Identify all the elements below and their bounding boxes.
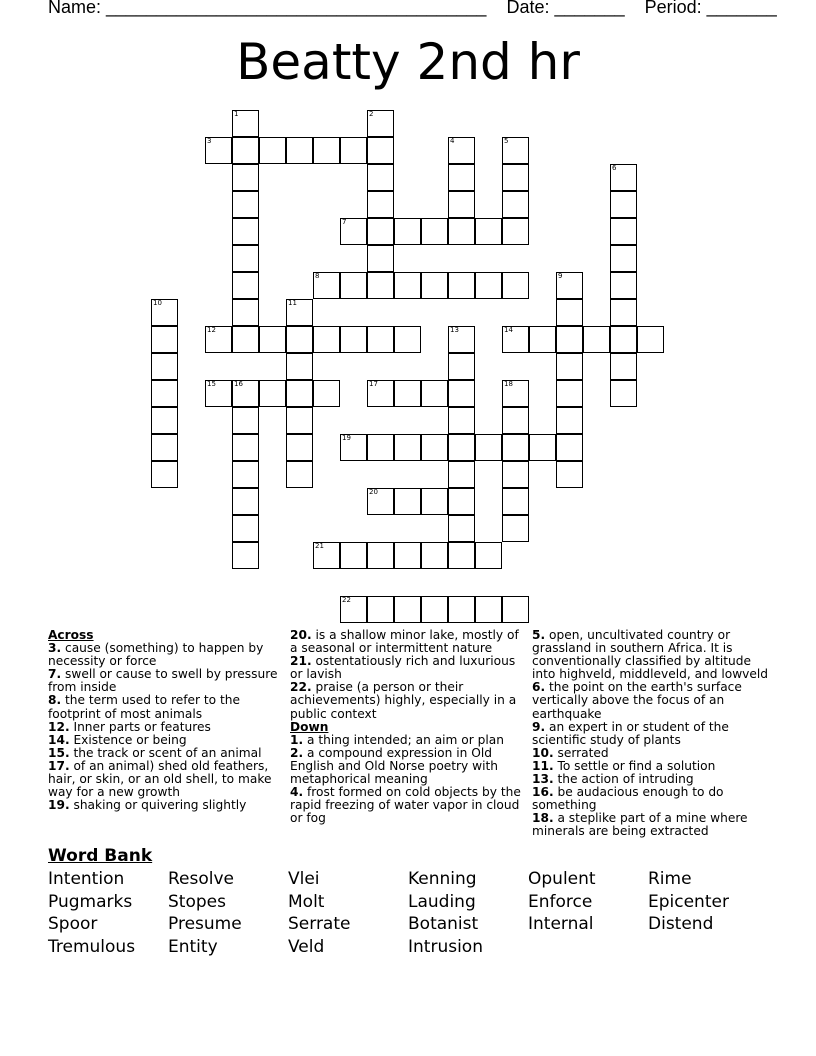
crossword-cell[interactable]	[367, 434, 394, 461]
crossword-cell[interactable]	[367, 380, 394, 407]
crossword-cell[interactable]	[610, 353, 637, 380]
name-label: Name:	[48, 0, 102, 17]
crossword-cell[interactable]	[313, 542, 340, 569]
crossword-cell[interactable]	[394, 326, 421, 353]
clue-across: 15. the track or scent of an animal	[48, 745, 262, 760]
crossword-cell[interactable]	[151, 380, 178, 407]
crossword-cell[interactable]	[583, 326, 610, 353]
crossword-cell[interactable]	[448, 353, 475, 380]
crossword-cell[interactable]	[502, 380, 529, 407]
cell-number: 8	[315, 272, 320, 280]
crossword-cell[interactable]	[556, 380, 583, 407]
crossword-cell[interactable]	[610, 299, 637, 326]
crossword-cell[interactable]	[340, 137, 367, 164]
crossword-cell[interactable]	[367, 326, 394, 353]
clue-down: 1. a thing intended; an aim or plan	[290, 732, 504, 747]
cell-number: 10	[153, 299, 162, 307]
cell-number: 9	[558, 272, 563, 280]
crossword-cell[interactable]	[232, 191, 259, 218]
crossword-cell[interactable]	[502, 272, 529, 299]
crossword-cell[interactable]	[448, 596, 475, 623]
word-bank-word: Internal	[528, 914, 594, 935]
crossword-cell[interactable]	[367, 191, 394, 218]
crossword-cell[interactable]	[367, 488, 394, 515]
crossword-cell[interactable]	[367, 164, 394, 191]
crossword-cell[interactable]	[205, 380, 232, 407]
word-bank-word: Botanist	[408, 914, 479, 935]
crossword-cell[interactable]	[340, 434, 367, 461]
clue-down: 13. the action of intruding	[532, 772, 694, 787]
crossword-cell[interactable]	[556, 272, 583, 299]
cell-number: 15	[207, 380, 216, 388]
word-bank-word: Lauding	[408, 891, 476, 912]
crossword-cell[interactable]	[502, 515, 529, 542]
crossword-cell[interactable]	[151, 326, 178, 353]
word-bank-row	[48, 869, 768, 892]
clue-across: 19. shaking or quivering slightly	[48, 798, 247, 813]
crossword-cell[interactable]	[232, 434, 259, 461]
crossword-cell[interactable]	[448, 407, 475, 434]
cell-number: 18	[504, 380, 513, 388]
crossword-cell[interactable]	[610, 326, 637, 353]
crossword-cell[interactable]	[313, 326, 340, 353]
word-bank-word: Intention	[48, 869, 125, 889]
crossword-cell[interactable]	[610, 245, 637, 272]
crossword-cell[interactable]	[448, 488, 475, 515]
crossword-cell[interactable]	[448, 326, 475, 353]
word-bank-row	[48, 914, 768, 937]
crossword-cell[interactable]	[475, 542, 502, 569]
crossword-cell[interactable]	[367, 218, 394, 245]
crossword-cell[interactable]	[313, 137, 340, 164]
crossword-cell[interactable]	[259, 380, 286, 407]
crossword-cell[interactable]	[151, 407, 178, 434]
clue-down: 9. an expert in or student of the scientific study of plants	[532, 719, 729, 747]
crossword-cell[interactable]	[394, 218, 421, 245]
crossword-cell[interactable]	[340, 542, 367, 569]
clue-down: 11. To settle or find a solution	[532, 758, 716, 773]
clue-down: 18. a steplike part of a mine where minerals are being extracted	[532, 811, 748, 839]
word-bank-word: Serrate	[288, 914, 351, 935]
across-list-1	[48, 642, 278, 812]
crossword-cell[interactable]	[394, 596, 421, 623]
crossword-cell[interactable]	[556, 434, 583, 461]
crossword-cell[interactable]	[448, 218, 475, 245]
crossword-cell[interactable]	[232, 272, 259, 299]
word-bank	[48, 846, 768, 959]
clue-down: 10. serrated	[532, 745, 609, 760]
crossword-cell[interactable]	[151, 434, 178, 461]
clue-down: 16. be audacious enough to do something	[532, 785, 724, 813]
crossword-cell[interactable]	[232, 245, 259, 272]
crossword-cell[interactable]	[367, 110, 394, 137]
word-bank-word: Tremulous	[48, 936, 136, 957]
cell-number: 2	[369, 110, 374, 118]
cell-number: 14	[504, 326, 513, 334]
crossword-cell[interactable]	[367, 272, 394, 299]
across-heading: Across	[48, 628, 94, 642]
cell-number: 6	[612, 164, 617, 172]
crossword-cell[interactable]	[232, 407, 259, 434]
word-bank-title: Word Bank	[48, 846, 153, 866]
word-bank-word: Stopes	[168, 891, 226, 912]
crossword-cell[interactable]	[448, 542, 475, 569]
crossword-cell[interactable]	[367, 596, 394, 623]
crossword-cell[interactable]	[610, 191, 637, 218]
clue-down: 6. the point on the earth's surface vertically above the focus of an earthquake	[532, 680, 742, 721]
crossword-cell[interactable]	[502, 164, 529, 191]
word-bank-row	[48, 892, 768, 915]
crossword-cell[interactable]	[394, 380, 421, 407]
cell-number: 13	[450, 326, 459, 334]
crossword-cell[interactable]	[313, 380, 340, 407]
page-title: Beatty 2nd hr	[236, 33, 580, 91]
crossword-cell[interactable]	[232, 110, 259, 137]
clues-column-3	[532, 629, 768, 839]
cell-number: 4	[450, 137, 455, 145]
crossword-cell[interactable]	[151, 461, 178, 488]
crossword-cell[interactable]	[286, 380, 313, 407]
period-blank[interactable]: _______	[706, 0, 777, 17]
date-blank[interactable]: _______	[554, 0, 625, 17]
crossword-cell[interactable]	[394, 434, 421, 461]
crossword-cell[interactable]	[475, 434, 502, 461]
crossword-cell[interactable]	[556, 353, 583, 380]
crossword-cell[interactable]	[286, 326, 313, 353]
crossword-cell[interactable]	[502, 191, 529, 218]
clues-column-2	[290, 629, 524, 825]
word-bank-word: Molt	[288, 891, 325, 912]
crossword-cell[interactable]	[286, 299, 313, 326]
clue-across: 12. Inner parts or features	[48, 719, 211, 734]
crossword-cell[interactable]	[448, 164, 475, 191]
crossword-cell[interactable]	[475, 596, 502, 623]
crossword-cell[interactable]	[502, 461, 529, 488]
clue-down: 2. a compound expression in Old English and Old Norse poetry with metaphorical meaning	[290, 745, 499, 787]
crossword-cell[interactable]	[232, 515, 259, 542]
crossword-cell[interactable]	[448, 461, 475, 488]
cell-number: 16	[234, 380, 243, 388]
crossword-cell[interactable]	[367, 542, 394, 569]
crossword-cell[interactable]	[205, 326, 232, 353]
word-bank-word: Veld	[288, 936, 325, 957]
cell-number: 7	[342, 218, 347, 226]
word-bank-word: Pugmarks	[48, 891, 133, 912]
clue-across: 8. the term used to refer to the footprint of most animals	[48, 693, 241, 721]
down-heading: Down	[290, 719, 329, 734]
word-bank-row	[48, 937, 768, 960]
crossword-cell[interactable]	[367, 137, 394, 164]
crossword-cell[interactable]	[286, 137, 313, 164]
crossword-cell[interactable]	[232, 488, 259, 515]
crossword-cell[interactable]	[502, 488, 529, 515]
word-bank-word: Spoor	[48, 914, 98, 935]
word-bank-word: Presume	[168, 914, 242, 935]
crossword-cell[interactable]	[556, 461, 583, 488]
clue-across: 21. ostentatiously rich and luxurious or lavish	[290, 654, 516, 682]
crossword-cell[interactable]	[421, 596, 448, 623]
cell-number: 3	[207, 137, 212, 145]
name-blank[interactable]: ______________________________________	[106, 0, 487, 17]
crossword-cell[interactable]	[259, 326, 286, 353]
crossword-cell[interactable]	[232, 326, 259, 353]
clue-across: 22. praise (a person or their achievements) highly, especially in a public context	[290, 680, 517, 721]
word-bank-word: Resolve	[168, 869, 235, 889]
cell-number: 19	[342, 434, 351, 442]
crossword-cell[interactable]	[502, 326, 529, 353]
crossword-cell[interactable]	[232, 542, 259, 569]
crossword-cell[interactable]	[394, 272, 421, 299]
crossword-cell[interactable]	[232, 299, 259, 326]
crossword-cell[interactable]	[286, 353, 313, 380]
crossword-cell[interactable]	[637, 326, 664, 353]
crossword-cell[interactable]	[340, 596, 367, 623]
word-bank-word: Intrusion	[408, 936, 483, 957]
crossword-cell[interactable]	[232, 461, 259, 488]
word-bank-word: Opulent	[528, 869, 596, 889]
crossword-cell[interactable]	[367, 245, 394, 272]
crossword-cell[interactable]	[340, 218, 367, 245]
crossword-cell[interactable]	[529, 434, 556, 461]
crossword-cell[interactable]	[448, 380, 475, 407]
cell-number: 5	[504, 137, 509, 145]
crossword-cell[interactable]	[556, 407, 583, 434]
crossword-cell[interactable]	[421, 218, 448, 245]
clue-across: 17. of an animal) shed old feathers, hair, or skin, or an old shell, to make way for a new growth	[48, 758, 272, 800]
cell-number: 12	[207, 326, 216, 334]
period-label: Period:	[644, 0, 702, 17]
clue-across: 3. cause (something) to happen by necessity or force	[48, 641, 264, 669]
cell-number: 1	[234, 110, 239, 118]
crossword-cell[interactable]	[394, 542, 421, 569]
crossword-cell[interactable]	[529, 326, 556, 353]
crossword-cell[interactable]	[556, 326, 583, 353]
crossword-cell[interactable]	[232, 380, 259, 407]
crossword-cell[interactable]	[421, 488, 448, 515]
clue-across: 7. swell or cause to swell by pressure from inside	[48, 667, 278, 695]
crossword-cell[interactable]	[340, 326, 367, 353]
clues-column-1	[48, 629, 278, 812]
crossword-cell[interactable]	[421, 272, 448, 299]
cell-number: 11	[288, 299, 297, 307]
clue-across: 20. is a shallow minor lake, mostly of a seasonal or intermittent nature	[290, 628, 519, 656]
crossword-cell[interactable]	[448, 137, 475, 164]
crossword-cell[interactable]	[610, 380, 637, 407]
crossword-cell[interactable]	[232, 137, 259, 164]
crossword-cell[interactable]	[286, 461, 313, 488]
crossword-cell[interactable]	[205, 137, 232, 164]
crossword-cell[interactable]	[421, 542, 448, 569]
crossword-cell[interactable]	[340, 272, 367, 299]
crossword-cell[interactable]	[394, 488, 421, 515]
crossword-cell[interactable]	[232, 218, 259, 245]
clue-down: 4. frost formed on cold objects by the rapid freezing of water vapor in cloud or fog	[290, 785, 521, 826]
crossword-cell[interactable]	[502, 596, 529, 623]
crossword-cell[interactable]	[421, 380, 448, 407]
date-label: Date:	[506, 0, 550, 17]
crossword-cell[interactable]	[475, 218, 502, 245]
word-bank-word: Epicenter	[648, 891, 729, 912]
crossword-cell[interactable]	[502, 137, 529, 164]
word-bank-word: Vlei	[288, 869, 320, 889]
crossword-cell[interactable]	[610, 164, 637, 191]
cell-number: 17	[369, 380, 378, 388]
crossword-cell[interactable]	[259, 137, 286, 164]
cell-number: 21	[315, 542, 324, 550]
cell-number: 22	[342, 596, 351, 604]
crossword-cell[interactable]	[151, 299, 178, 326]
crossword-cell[interactable]	[556, 299, 583, 326]
crossword-cell[interactable]	[421, 434, 448, 461]
word-bank-word: Distend	[648, 914, 714, 935]
word-bank-word: Entity	[168, 936, 218, 957]
crossword-cell[interactable]	[502, 434, 529, 461]
crossword-cell[interactable]	[232, 164, 259, 191]
crossword-cell[interactable]	[151, 353, 178, 380]
crossword-cell[interactable]	[610, 272, 637, 299]
crossword-cell[interactable]	[313, 272, 340, 299]
crossword-cell[interactable]	[448, 191, 475, 218]
word-bank-word: Kenning	[408, 869, 477, 889]
crossword-cell[interactable]	[286, 407, 313, 434]
crossword-cell[interactable]	[610, 218, 637, 245]
crossword-cell[interactable]	[286, 434, 313, 461]
clue-down: 5. open, uncultivated country or grassland in southern Africa. It is conventionally classified by altitude into highveld, middleveld, and lowveld	[532, 628, 769, 682]
crossword-cell[interactable]	[502, 407, 529, 434]
crossword-cell[interactable]	[448, 272, 475, 299]
clue-across: 14. Existence or being	[48, 732, 187, 747]
crossword-cell[interactable]	[448, 515, 475, 542]
word-bank-word: Enforce	[528, 891, 593, 912]
crossword-cell[interactable]	[448, 434, 475, 461]
word-bank-word: Rime	[648, 869, 692, 889]
cell-number: 20	[369, 488, 378, 496]
crossword-cell[interactable]	[502, 218, 529, 245]
crossword-cell[interactable]	[475, 272, 502, 299]
